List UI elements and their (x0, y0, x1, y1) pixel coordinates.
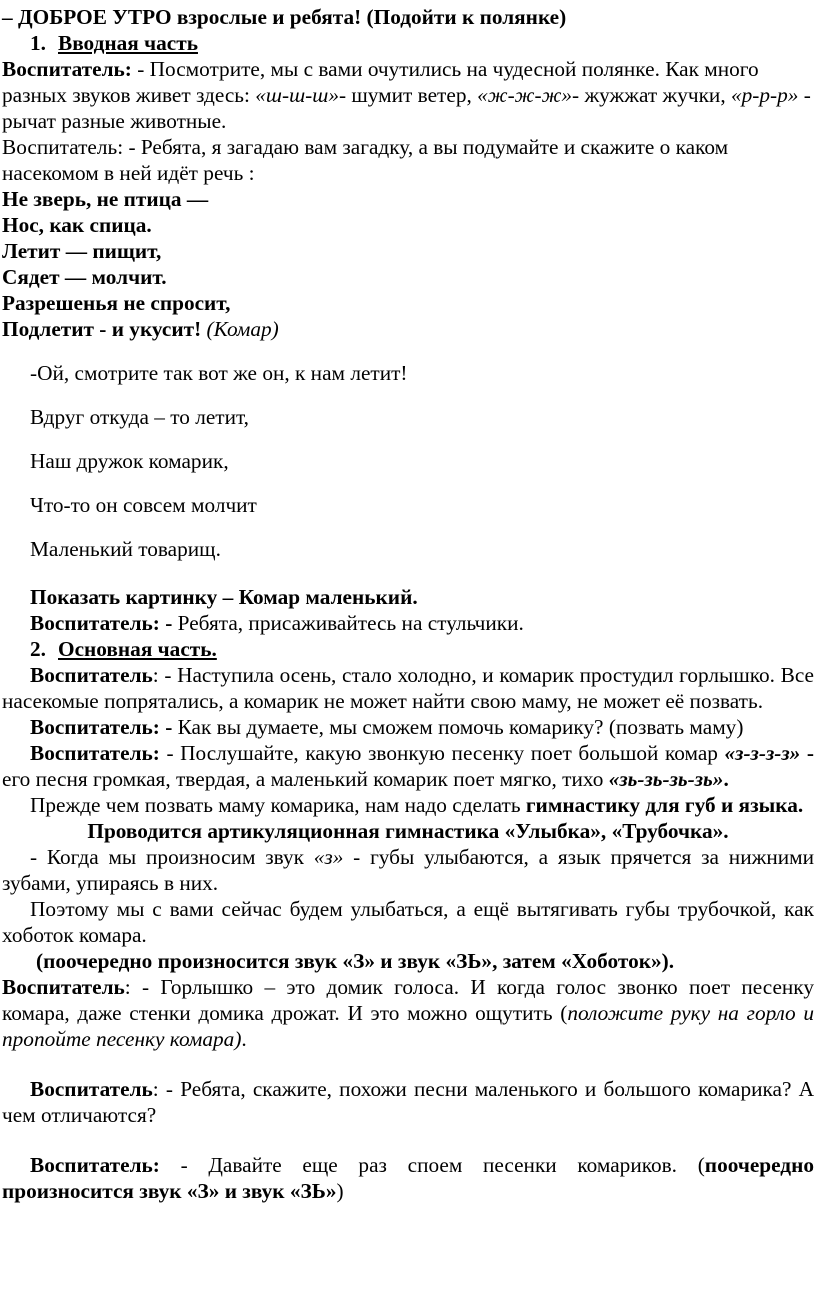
throat-instruction: положите руку на горло и пропойте песенку комара) (2, 1001, 814, 1051)
intro-text-1: - Посмотрите, мы с вами очутились на чудесной полянке. Как много разных звуков живет здесь: (2, 57, 759, 107)
compare-paragraph (2, 1076, 814, 1128)
main-text-1: : - Наступила осень, стало холодно, и комарик простудил горлышко. Все насекомые попрятались, а комарик не может найти свою маму, не может её позвать. (2, 663, 814, 713)
compare-text: : - Ребята, скажите, похожи песни маленького и большого комарика? А чем отличаются? (2, 1077, 814, 1127)
section-2-number: 2. (30, 637, 46, 661)
poem-line: Вдруг откуда – то летит, (30, 405, 250, 429)
again-text-1: - Давайте еще раз споем песенки комариков. ( (159, 1153, 705, 1177)
main-paragraph-4 (2, 792, 814, 818)
gymnastics-paragraph-2: Поэтому мы с вами сейчас будем улыбаться, а ещё вытягивать губы трубочкой, как хоботок комара. (2, 897, 814, 947)
greeting-heading: – ДОБРОЕ УТРО взрослые и ребята! (Подойти к полянке) (2, 5, 567, 29)
again-instruction: поочередно произносится звук «З» и звук «ЗЬ» (2, 1153, 814, 1203)
section-2-heading (2, 636, 814, 662)
riddle-line: Разрешенья не спросит, (2, 291, 231, 315)
gymnastics-heading: Проводится артикуляционная гимнастика «Улыбка», «Трубочка». (87, 819, 729, 843)
riddle-line-last (2, 316, 814, 342)
main-text-2: Как вы думаете, мы сможем помочь комарику? (позвать маму) (172, 715, 744, 739)
riddle-line: Летит — пищит, (2, 239, 162, 263)
poem-line: -Ой, смотрите так вот же он, к нам летит! (30, 361, 408, 385)
riddle (2, 186, 814, 342)
main-text-4: Прежде чем позвать маму комарика, нам надо сделать (30, 793, 526, 817)
speaker-label: Воспитатель (30, 663, 153, 687)
sound-zj: «зь-зь-зь-зь» (608, 767, 724, 791)
sit-down-text: Ребята, присаживайтесь на стульчики. (172, 611, 524, 635)
main-paragraph-3 (2, 740, 814, 792)
sound-zh: «ж-ж-ж» (477, 83, 573, 107)
gym-text-1a: - Когда мы произносим звук (30, 845, 314, 869)
again-paragraph (2, 1152, 814, 1204)
section-1-number: 1. (30, 31, 46, 55)
sound-z-short: «з» (313, 845, 344, 869)
riddle-line: Не зверь, не птица — (2, 187, 209, 211)
speaker-label: Воспитатель: - (30, 611, 173, 635)
poem-line: Наш дружок комарик, (30, 449, 229, 473)
sit-down-paragraph (2, 610, 814, 636)
riddle-intro: Воспитатель: - Ребята, я загадаю вам загадку, а вы подумайте и скажите о каком насекомом в ней идёт речь : (2, 135, 729, 185)
main-dash: - (800, 741, 814, 765)
intro-text-4: - рычат разные животные. (2, 83, 811, 133)
throat-paragraph (2, 974, 814, 1052)
intro-text-3: - жужжат жучки, (572, 83, 731, 107)
sound-z: «з-з-з-з» (724, 741, 801, 765)
section-1-title: Вводная часть (58, 31, 198, 55)
riddle-line: Сядет — молчит. (2, 265, 167, 289)
main-period: . (723, 767, 729, 791)
intro-text-2: - шумит ветер, (338, 83, 478, 107)
poem (2, 360, 814, 562)
speaker-label: Воспитатель: - (30, 715, 173, 739)
sound-r: «р-р-р» (730, 83, 799, 107)
again-text-2: ) (336, 1179, 344, 1203)
gymnastics-paragraph-1 (2, 844, 814, 896)
section-1-heading (2, 30, 814, 56)
throat-text-2: . (241, 1027, 247, 1051)
main-text-3b: его песня громкая, твердая, а маленький комарик поет мягко, тихо (2, 767, 609, 791)
speaker-label: Воспитатель (2, 975, 125, 999)
speaker-label: Воспитатель: (2, 57, 132, 81)
main-paragraph-1 (2, 662, 814, 714)
poem-line: Что-то он совсем молчит (30, 493, 257, 517)
speaker-label: Воспитатель: (30, 741, 160, 765)
riddle-line: Подлетит - и укусит! (2, 317, 202, 341)
section-2-title: Основная часть. (58, 637, 217, 661)
throat-text-1: : - Горлышко – это домик голоса. И когда голос звонко поет песенку комара, даже стенки домика дрожат. И это можно ощутить ( (2, 975, 814, 1025)
main-text-3a: - Послушайте, какую звонкую песенку поет большой комар (159, 741, 725, 765)
speaker-label: Воспитатель (30, 1077, 153, 1101)
riddle-answer: (Комар) (201, 317, 279, 341)
speaker-label: Воспитатель: (30, 1153, 160, 1177)
gymnastics-emphasis: гимнастику для губ и языка. (525, 793, 804, 817)
show-picture-instruction: Показать картинку – Комар маленький. (30, 585, 418, 609)
intro-paragraph (2, 56, 814, 134)
gym-text-1b: - губы улыбаются, а язык прячется за нижними зубами, упираясь в них. (2, 845, 814, 895)
main-paragraph-2 (2, 714, 814, 740)
riddle-line: Нос, как спица. (2, 213, 152, 237)
gymnastics-instruction: (поочередно произносится звук «З» и звук «ЗЬ», затем «Хоботок»). (36, 949, 675, 973)
poem-line: Маленький товарищ. (30, 537, 221, 561)
sound-sh: «ш-ш-ш» (255, 83, 339, 107)
